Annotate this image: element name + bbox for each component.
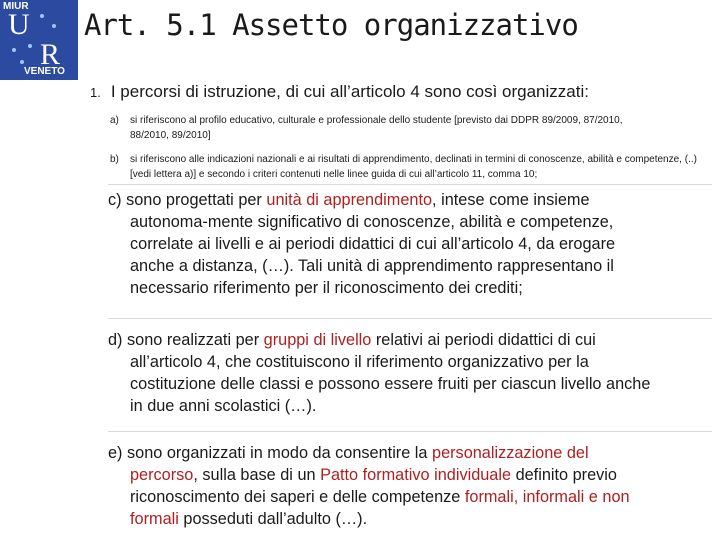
text-line: autonoma-mente significativo di conoscenze, abilità e competenze, (130, 213, 614, 231)
sub-item-c (108, 189, 708, 299)
logo-miur-text: MIUR (3, 1, 29, 12)
logo-dot (20, 60, 24, 64)
text-line: all’articolo 4, che costituiscono il riferimento organizzativo per la (130, 353, 589, 371)
text-run: c) sono progettati per (108, 191, 267, 209)
text-run: posseduti dall’adulto (…). (178, 510, 368, 528)
logo-dot (52, 24, 56, 28)
sub-item-text-cont: 88/2010, 89/2010] (130, 130, 211, 141)
logo-dot (12, 48, 16, 52)
sub-item-label: b) (110, 154, 119, 165)
list-item-text: I percorsi di istruzione, di cui all’articolo 4 sono così organizzati: (110, 82, 589, 101)
text-run: e) sono organizzati in modo da consentire la (108, 444, 433, 462)
text-line: correlate ai livelli e ai periodi didattici di cui all’articolo 4, da erogare (130, 235, 616, 253)
text-run: , sulla base di un (193, 466, 321, 484)
list-item-1 (90, 82, 589, 102)
logo-letter-u: U (8, 8, 30, 41)
text-line: in due anni scolastici (…). (130, 397, 317, 415)
highlight-text: Patto formativo individuale (320, 466, 512, 484)
highlight-text: unità di apprendimento (266, 191, 433, 209)
logo-dot (40, 14, 44, 18)
highlight-text: percorso (130, 466, 194, 484)
highlight-text: gruppi di livello (263, 331, 372, 349)
highlight-text: formali, informali e non (464, 488, 630, 506)
text-run: , intese come insieme (432, 191, 590, 209)
logo-veneto-text: VENETO (24, 66, 65, 77)
divider (108, 318, 712, 319)
sub-item-text: si riferiscono alle indicazioni nazionali e ai risultati di apprendimento, declinati in termini di conoscenze, abilità e competenze, (..) (130, 154, 697, 165)
sub-item-b (110, 152, 710, 182)
text-run: d) sono realizzati per (108, 331, 264, 349)
text-line: necessario riferimento per il riconoscimento dei crediti; (130, 279, 523, 297)
text-run: definito previo (511, 466, 617, 484)
divider (108, 431, 712, 432)
logo-dot (28, 44, 32, 48)
text-line: costituzione delle classi e possono essere fruiti per ciascun livello anche (130, 375, 651, 393)
sub-item-text-cont: [vedi lettera a)] e secondo i criteri contenuti nelle linee guida di cui all’articolo 11, comma 10; (130, 169, 538, 180)
text-line: anche a distanza, (…). Tali unità di apprendimento rappresentano il (130, 257, 614, 275)
sub-item-a (110, 113, 710, 143)
list-number: 1. (90, 85, 101, 100)
miur-veneto-logo (0, 0, 78, 80)
sub-item-label: a) (110, 115, 119, 126)
highlight-text: formali (130, 510, 179, 528)
highlight-text: personalizzazione del (432, 444, 589, 462)
sub-item-d (108, 329, 708, 417)
sub-item-text: si riferiscono al profilo educativo, culturale e professionale dello studente [previsto dai DDPR 89/2009, 87/2010, (130, 115, 623, 126)
divider (108, 184, 712, 185)
slide-title: Art. 5.1 Assetto organizzativo (84, 8, 578, 42)
logo-letter-r: R (40, 38, 61, 71)
sub-item-e (108, 442, 708, 530)
text-run: riconoscimento dei saperi e delle competenze (130, 488, 465, 506)
text-run: relativi ai periodi didattici di cui (371, 331, 596, 349)
